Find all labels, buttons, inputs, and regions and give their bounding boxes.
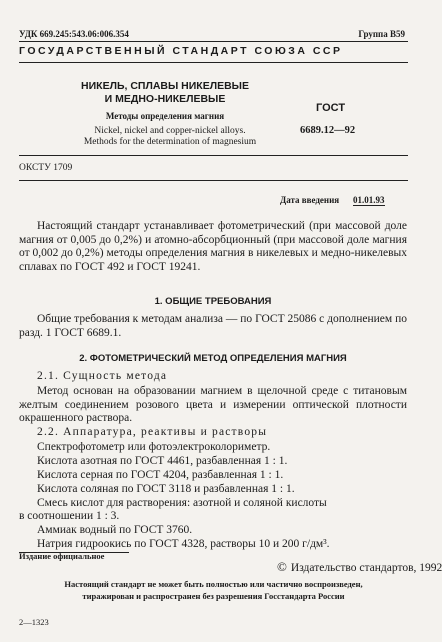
- title-en-line1: Nickel, nickel and copper-nickel alloys.: [94, 126, 246, 136]
- title-rule: [19, 155, 408, 156]
- page-mark: 2—1323: [19, 617, 49, 627]
- okstu-code: ОКСТУ 1709: [19, 163, 73, 173]
- title-english: [60, 126, 280, 148]
- official-edition: Издание официальное: [19, 551, 105, 561]
- title-russian: [60, 80, 270, 106]
- ammonia-line: Аммиак водный по ГОСТ 3760.: [37, 524, 193, 536]
- section2-1-text: Метод основан на образовании магнием в щелочной среде с титановым желтым соединением розового цвета и измерении оптической плотности окрашенного раствора.: [19, 385, 407, 424]
- title-ru-line2: И МЕДНО-НИКЕЛЕВЫЕ: [104, 93, 226, 105]
- section1-text: Общие требования к методам анализа — по ГОСТ 25086 с дополнением по разд. 1 ГОСТ 6689.1.: [19, 313, 407, 339]
- sodium-hydroxide-line: Натрия гидроокись по ГОСТ 4328, растворы 10 и 200 г/дм³.: [37, 538, 330, 550]
- intro-date-value: 01.01.93: [353, 195, 385, 205]
- reagent-item: Кислота серная по ГОСТ 4204, разбавленная 1 : 1.: [37, 469, 284, 481]
- copyright-text: Издательство стандартов, 1992: [290, 562, 442, 574]
- section2-1-title: 2.1. Сущность метода: [37, 370, 168, 382]
- header-rule: [19, 62, 408, 63]
- reagent-item: Спектрофотометр или фотоэлектроколориметр.: [37, 441, 271, 453]
- gost-label: ГОСТ: [316, 102, 346, 114]
- subtitle-russian: Методы определения магния: [105, 111, 225, 121]
- title-ru-line1: НИКЕЛЬ, СПЛАВЫ НИКЕЛЕВЫЕ: [81, 80, 249, 92]
- reagent-item: Кислота соляная по ГОСТ 3118 и разбавленная 1 : 1.: [37, 483, 295, 495]
- okstu-rule: [19, 180, 408, 181]
- notice-line1: Настоящий стандарт не может быть полностью или частично воспроизведен,: [64, 579, 363, 589]
- acid-mix-line1: Смесь кислот для растворения: азотной и соляной кислоты: [37, 497, 327, 509]
- intro-date-label: Дата введения: [280, 195, 340, 205]
- state-standard-title: ГОСУДАРСТВЕННЫЙ СТАНДАРТ СОЮЗА ССР: [19, 45, 343, 57]
- notice-line2: тиражирован и распространен без разрешения Госстандарта России: [82, 591, 345, 601]
- intro-paragraph: Настоящий стандарт устанавливает фотометрический (при массовой доле магния от 0,005 до 0,2%) и атомно-абсорбционный (при массовой доле магния от 0,002 до 0,2%) методы определения магния в никелевых и медно-никелевых сплавах по ГОСТ 492 и ГОСТ 19241.: [19, 220, 407, 273]
- gost-number: 6689.12—92: [300, 125, 356, 136]
- copyright: [277, 559, 442, 575]
- section1-heading: 1. ОБЩИЕ ТРЕБОВАНИЯ: [154, 296, 272, 307]
- section2-heading: 2. ФОТОМЕТРИЧЕСКИЙ МЕТОД ОПРЕДЕЛЕНИЯ МАГНИЯ: [79, 353, 347, 364]
- title-en-line2: Methods for the determination of magnesium: [83, 137, 257, 147]
- section2-2-title: 2.2. Аппаратура, реактивы и растворы: [37, 426, 268, 438]
- copyright-icon: ©: [277, 559, 287, 574]
- reproduction-notice: [19, 578, 408, 602]
- top-rule: [19, 41, 408, 42]
- udk-code: УДК 669.245:543.06:006.354: [19, 29, 129, 39]
- group-code: Группа В59: [358, 29, 405, 39]
- reagent-item: Кислота азотная по ГОСТ 4461, разбавленная 1 : 1.: [37, 455, 288, 467]
- acid-mix-line2: в соотношении 1 : 3.: [19, 510, 120, 522]
